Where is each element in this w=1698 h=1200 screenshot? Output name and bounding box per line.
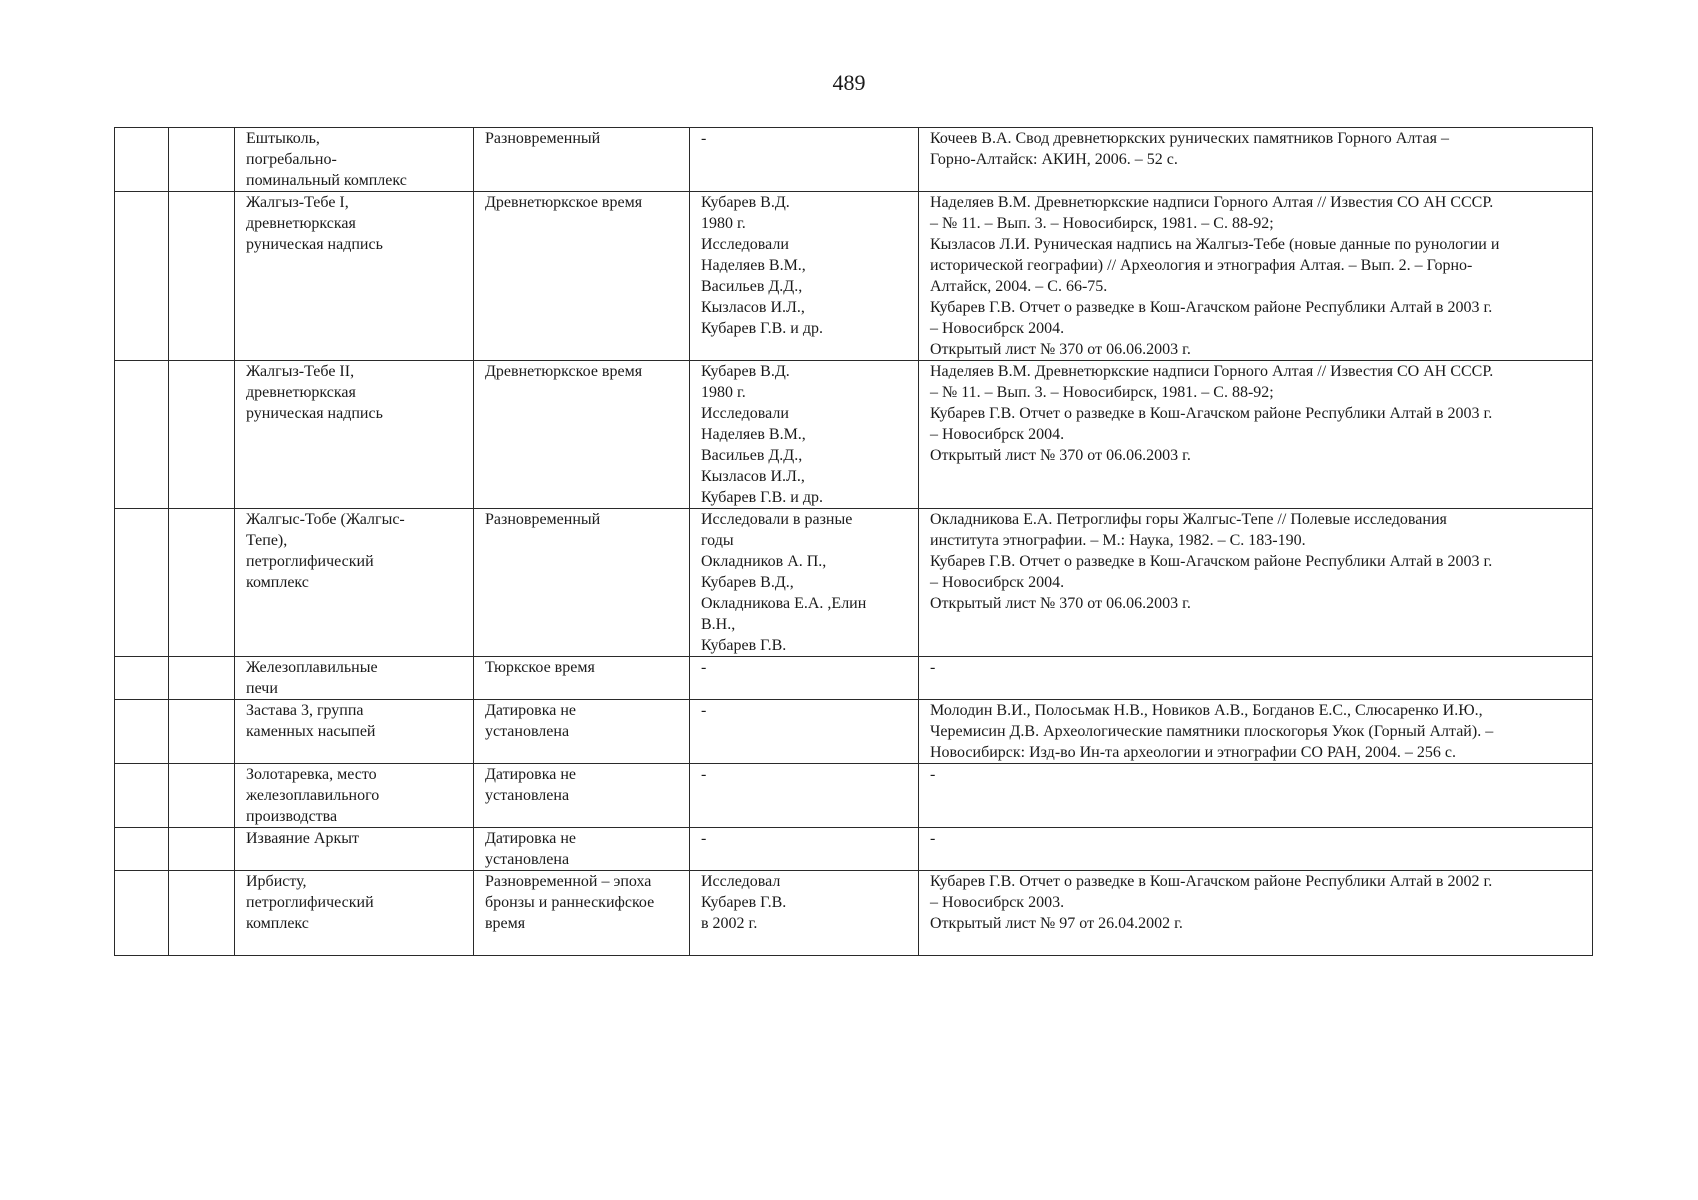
number-cell (115, 657, 169, 700)
researchers-cell: - (690, 764, 919, 828)
number-cell (115, 361, 169, 509)
table-row (115, 192, 1593, 361)
researchers-cell: - (690, 828, 919, 871)
monument-name-cell: Жалгыс-Тобе (Жалгыс- Тепе), петроглифический комплекс (235, 509, 474, 657)
researchers-cell: Кубарев В.Д. 1980 г. Исследовали Наделяев В.М., Васильев Д.Д., Кызласов И.Л., Кубарев Г.В. и др. (690, 192, 919, 361)
code-cell (169, 128, 235, 192)
number-cell (115, 828, 169, 871)
literature-cell: Наделяев В.М. Древнетюркские надписи Горного Алтая // Известия СО АН СССР. – № 11. – Вып. 3. – Новосибирск, 1981. – С. 88-92; Кубарев Г.В. Отчет о разведке в Кош-Агачском районе Республики Алтай в 2003 г. – Новосибрск 2004. Открытый лист № 370 от 06.06.2003 г. (919, 361, 1593, 509)
dating-cell: Разновременной – эпоха бронзы и раннескифское время (474, 871, 690, 956)
monument-name-cell: Жалгыз-Тебе II, древнетюркская руническая надпись (235, 361, 474, 509)
table-row (115, 509, 1593, 657)
dating-cell: Древнетюркское время (474, 361, 690, 509)
number-cell (115, 509, 169, 657)
dating-cell: Датировка не установлена (474, 828, 690, 871)
monument-name-cell: Ирбисту, петроглифический комплекс (235, 871, 474, 956)
literature-cell: Молодин В.И., Полосьмак Н.В., Новиков А.В., Богданов Е.С., Слюсаренко И.Ю., Черемисин Д.В. Археологические памятники плоскогорья Укок (Горный Алтай). – Новосибирск: Изд-во Ин-та археологии и этнографии СО РАН, 2004. – 256 с. (919, 700, 1593, 764)
number-cell (115, 764, 169, 828)
monument-name-cell: Жалгыз-Тебе I, древнетюркская руническая надпись (235, 192, 474, 361)
researchers-cell: - (690, 700, 919, 764)
code-cell (169, 700, 235, 764)
literature-cell: - (919, 764, 1593, 828)
code-cell (169, 871, 235, 956)
dating-cell: Разновременный (474, 509, 690, 657)
number-cell (115, 128, 169, 192)
researchers-cell: Исследовали в разные годы Окладников А. П., Кубарев В.Д., Окладникова Е.А. ,Елин В.Н., Кубарев Г.В. (690, 509, 919, 657)
literature-cell: Окладникова Е.А. Петроглифы горы Жалгыс-Тепе // Полевые исследования института этнографии. – М.: Наука, 1982. – С. 183-190. Кубарев Г.В. Отчет о разведке в Кош-Агачском районе Республики Алтай в 2003 г. – Новосибрск 2004. Открытый лист № 370 от 06.06.2003 г. (919, 509, 1593, 657)
dating-cell: Тюркское время (474, 657, 690, 700)
code-cell (169, 764, 235, 828)
monument-name-cell: Изваяние Аркыт (235, 828, 474, 871)
code-cell (169, 657, 235, 700)
researchers-cell: Исследовал Кубарев Г.В. в 2002 г. (690, 871, 919, 956)
dating-cell: Разновременный (474, 128, 690, 192)
literature-cell: - (919, 657, 1593, 700)
literature-cell: - (919, 828, 1593, 871)
researchers-cell: - (690, 128, 919, 192)
literature-cell: Кубарев Г.В. Отчет о разведке в Кош-Агачском районе Республики Алтай в 2002 г. – Новосибрск 2003. Открытый лист № 97 от 26.04.2002 г. (919, 871, 1593, 956)
table-row (115, 700, 1593, 764)
number-cell (115, 871, 169, 956)
code-cell (169, 192, 235, 361)
monument-name-cell: Золотаревка, место железоплавильного производства (235, 764, 474, 828)
dating-cell: Датировка не установлена (474, 764, 690, 828)
researchers-cell: - (690, 657, 919, 700)
table-row (115, 657, 1593, 700)
page-number: 489 (832, 70, 866, 95)
researchers-cell: Кубарев В.Д. 1980 г. Исследовали Наделяев В.М., Васильев Д.Д., Кызласов И.Л., Кубарев Г.В. и др. (690, 361, 919, 509)
code-cell (169, 361, 235, 509)
literature-cell: Наделяев В.М. Древнетюркские надписи Горного Алтая // Известия СО АН СССР. – № 11. – Вып. 3. – Новосибирск, 1981. – С. 88-92; Кызласов Л.И. Руническая надпись на Жалгыз-Тебе (новые данные по рунологии и исторической географии) // Археология и этнография Алтая. – Вып. 2. – Горно- Алтайск, 2004. – С. 66-75. Кубарев Г.В. Отчет о разведке в Кош-Агачском районе Республики Алтай в 2003 г. – Новосибрск 2004. Открытый лист № 370 от 06.06.2003 г. (919, 192, 1593, 361)
dating-cell: Датировка не установлена (474, 700, 690, 764)
dating-cell: Древнетюркское время (474, 192, 690, 361)
code-cell (169, 828, 235, 871)
monument-name-cell: Застава 3, группа каменных насыпей (235, 700, 474, 764)
table-row (115, 871, 1593, 956)
table-row (115, 828, 1593, 871)
monument-name-cell: Железоплавильные печи (235, 657, 474, 700)
literature-cell: Кочеев В.А. Свод древнетюркских рунических памятников Горного Алтая – Горно-Алтайск: АКИН, 2006. – 52 с. (919, 128, 1593, 192)
monuments-table (114, 127, 1593, 956)
table-row (115, 764, 1593, 828)
code-cell (169, 509, 235, 657)
table-row (115, 361, 1593, 509)
monument-name-cell: Ештыколь, погребально- поминальный комплекс (235, 128, 474, 192)
table-row (115, 128, 1593, 192)
number-cell (115, 700, 169, 764)
number-cell (115, 192, 169, 361)
